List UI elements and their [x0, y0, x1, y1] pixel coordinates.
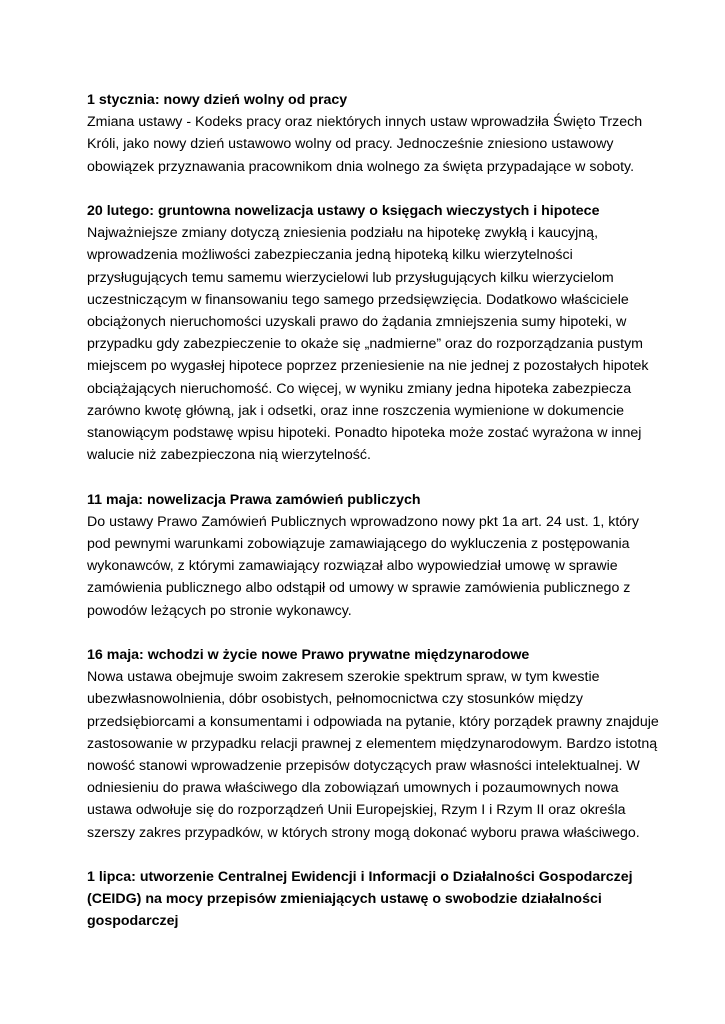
section-mortgage-amendment — [87, 200, 665, 466]
section-title: 1 stycznia: nowy dzień wolny od pracy — [87, 92, 348, 108]
section-private-international-law — [87, 644, 665, 844]
section-body: Najważniejsze zmiany dotyczą zniesienia podziału na hipotekę zwykłą i kaucyjną, wprowadzenia możliwości zabezpieczania jedną hipoteką kilku wierzytelności przysługujących temu samemu wierzycielowi lub przysługujących kilku wierzycielom uczestniczącym w finansowaniu tego samego przedsięwzięcia. Dodatkowo właściciele obciążonych nieruchomości uzyskali prawo do żądania zmniejszenia sumy hipoteki, w przypadku gdy zabezpieczenie to okaże się „nadmierne” oraz do rozporządzania pustym miejscem po wygasłej hipotece poprzez przeniesienie na nie jednej z pozostałych hipotek obciążających nieruchomość. Co więcej, w wyniku zmiany jedna hipoteka zabezpiecza zarówno kwotę główną, jak i odsetki, oraz inne roszczenia wymienione w dokumencie stanowiącym podstawę wpisu hipoteki. Ponadto hipoteka może zostać wyrażona w innej walucie niż zabezpieczona nią wierzytelność. — [87, 225, 649, 464]
section-body: Do ustawy Prawo Zamówień Publicznych wprowadzono nowy pkt 1a art. 24 ust. 1, który pod pewnymi warunkami zobowiązuje zamawiającego do wykluczenia z postępowania wykonawców, z którymi zamawiający rozwiązał albo wypowiedział umowę w sprawie zamówienia publicznego albo odstąpił od umowy w sprawie zamówienia publicznego z powodów leżących po stronie wykonawcy. — [87, 513, 639, 619]
section-public-procurement — [87, 489, 665, 622]
section-title: 1 lipca: utworzenie Centralnej Ewidencji i Informacji o Działalności Gospodarczej (CEIDG) na mocy przepisów zmieniających ustawę o swobodzie działalności gospodarczej — [87, 869, 633, 930]
section-body: Zmiana ustawy - Kodeks pracy oraz niektórych innych ustaw wprowadziła Święto Trzech Króli, jako nowy dzień ustawowo wolny od pracy. Jednocześnie zniesiono ustawowy obowiązek przyznawania pracownikom dnia wolnego za święta przypadające w soboty. — [87, 114, 643, 175]
section-title: 11 maja: nowelizacja Prawa zamówień publiczych — [87, 491, 421, 508]
section-body: Nowa ustawa obejmuje swoim zakresem szerokie spektrum spraw, w tym kwestie ubezwłasnowolnienia, dóbr osobistych, pełnomocnictwa czy stosunków między przedsiębiorcami a konsumentami i odpowiada na pytanie, który porządek prawny znajduje zastosowanie w przypadku relacji prawnej z elementem międzynarodowym. Bardzo istotną nowość stanowi wprowadzenie przepisów dotyczących praw własności intelektualnej. W odniesieniu do prawa właściwego dla zobowiązań umownych i pozaumownych nowa ustawa odwołuje się do rozporządzeń Unii Europejskiej, Rzym I i Rzym II oraz określa szerszy zakres przypadków, w których strony mogą dokonać wyboru prawa właściwego. — [87, 669, 659, 841]
section-new-holiday — [87, 89, 665, 178]
section-title: 16 maja: wchodzi w życie nowe Prawo prywatne międzynarodowe — [87, 647, 530, 664]
section-ceidg — [87, 866, 665, 933]
section-title: 20 lutego: gruntowna nowelizacja ustawy o księgach wieczystych i hipotece — [87, 203, 600, 219]
